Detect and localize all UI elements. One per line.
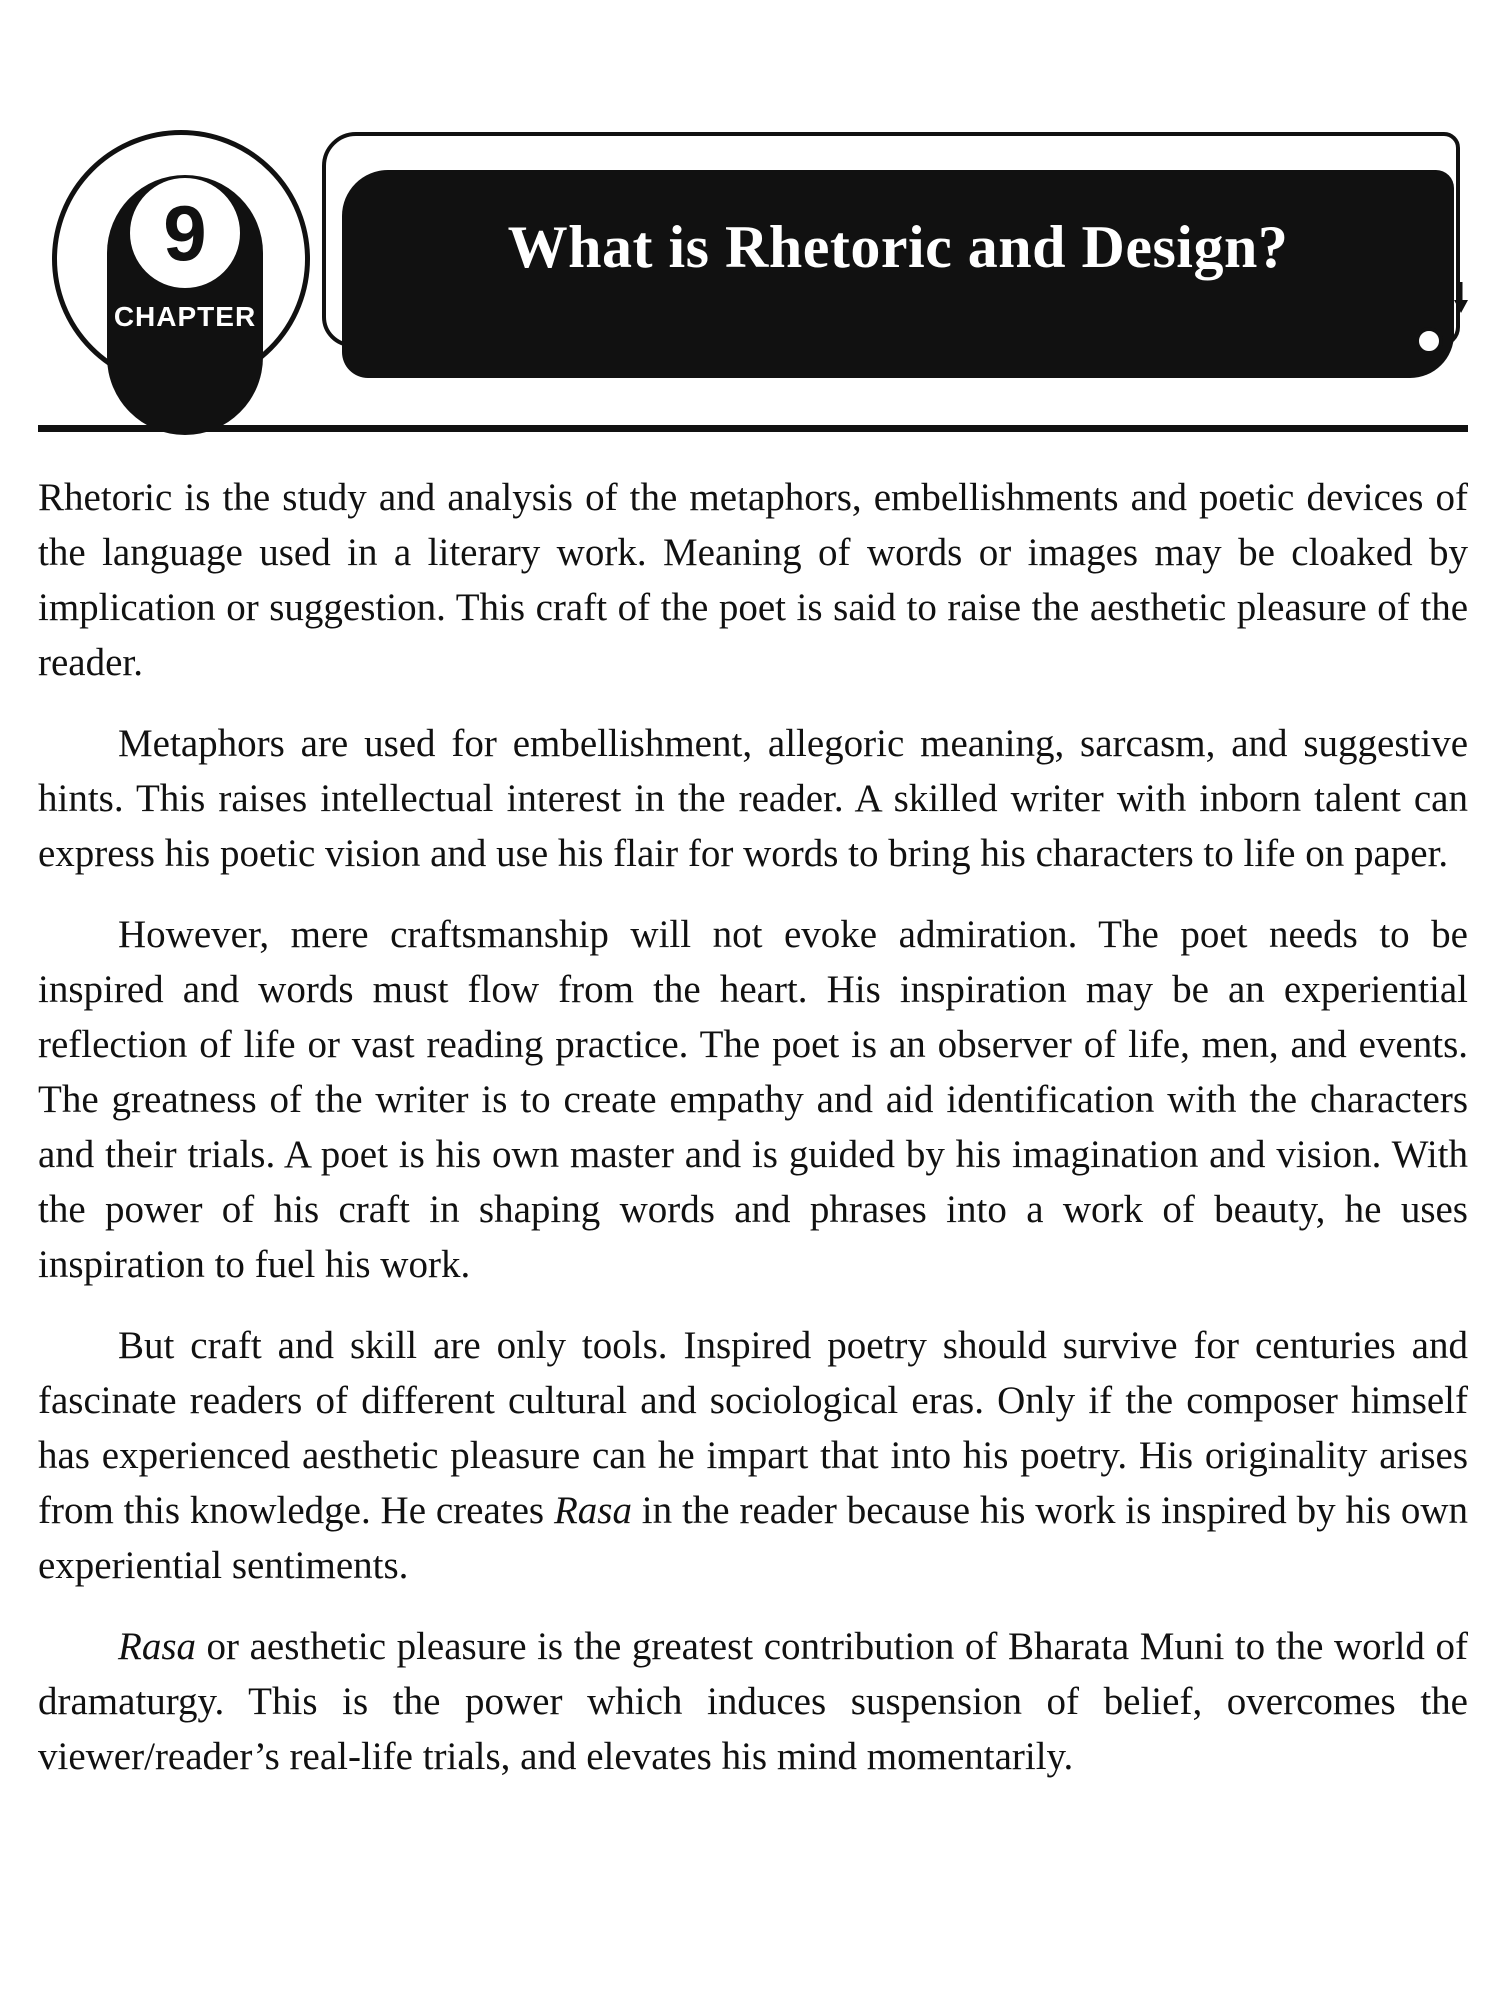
paragraph-text: But craft and skill are only tools. Inspired poetry should survive for centuries and fascinate readers of different cultural and sociological eras. Only if the composer himself has experienced aesthetic pleasure can he impart that into his poetry. His originality arises from this knowledge. He creates bbox=[38, 1324, 1468, 1532]
rasa-term: Rasa bbox=[553, 1489, 632, 1532]
chapter-number: 9 bbox=[163, 189, 207, 277]
rasa-term: Rasa bbox=[118, 1625, 196, 1668]
chapter-body bbox=[38, 470, 1468, 1810]
chapter-number-disc bbox=[130, 178, 240, 288]
paragraph: Rhetoric is the study and analysis of the metaphors, embellishments and poetic devices of the language used in a literary work. Meaning of words or images may be cloaked by implication or suggestion. This craft of the poet is said to raise the aesthetic pleasure of the reader. bbox=[38, 476, 1468, 684]
title-divider bbox=[38, 425, 1468, 432]
paragraph: Metaphors are used for embellishment, allegoric meaning, sarcasm, and suggestive hints. This raises intellectual interest in the reader. A skilled writer with inborn talent can express his poetic vision and use his flair for words to bring his characters to life on paper. bbox=[38, 722, 1468, 875]
chapter-title: What is Rhetoric and Design? bbox=[507, 214, 1289, 281]
chapter-label: CHAPTER bbox=[113, 301, 257, 332]
chapter-badge bbox=[52, 130, 314, 425]
paragraph-text: or aesthetic pleasure is the greatest contribution of Bharata Muni to the world of dramaturgy. This is the power which induces suspension of belief, overcomes the viewer/reader’s real-life trials, and elevates his mind momentarily. bbox=[38, 1625, 1468, 1778]
banner-dot bbox=[1415, 327, 1443, 355]
paragraph bbox=[38, 1619, 1468, 1784]
paragraph: However, mere craftsmanship will not evoke admiration. The poet needs to be inspired and words must flow from the heart. His inspiration may be an experiential reflection of life or vast reading practice. The poet is an observer of life, men, and events. The greatness of the writer is to create empathy and aid identification with the characters and their trials. A poet is his own master and is guided by his imagination and vision. With the power of his craft in shaping words and phrases into a work of beauty, he uses inspiration to fuel his work. bbox=[38, 913, 1468, 1286]
paragraph bbox=[38, 1318, 1468, 1593]
banner-box bbox=[342, 170, 1454, 378]
arrow-down-icon bbox=[1453, 282, 1469, 314]
title-banner bbox=[322, 132, 1470, 382]
paragraph-text: in the reader because his work is inspired by his own experiential sentiments. bbox=[38, 1489, 1468, 1587]
